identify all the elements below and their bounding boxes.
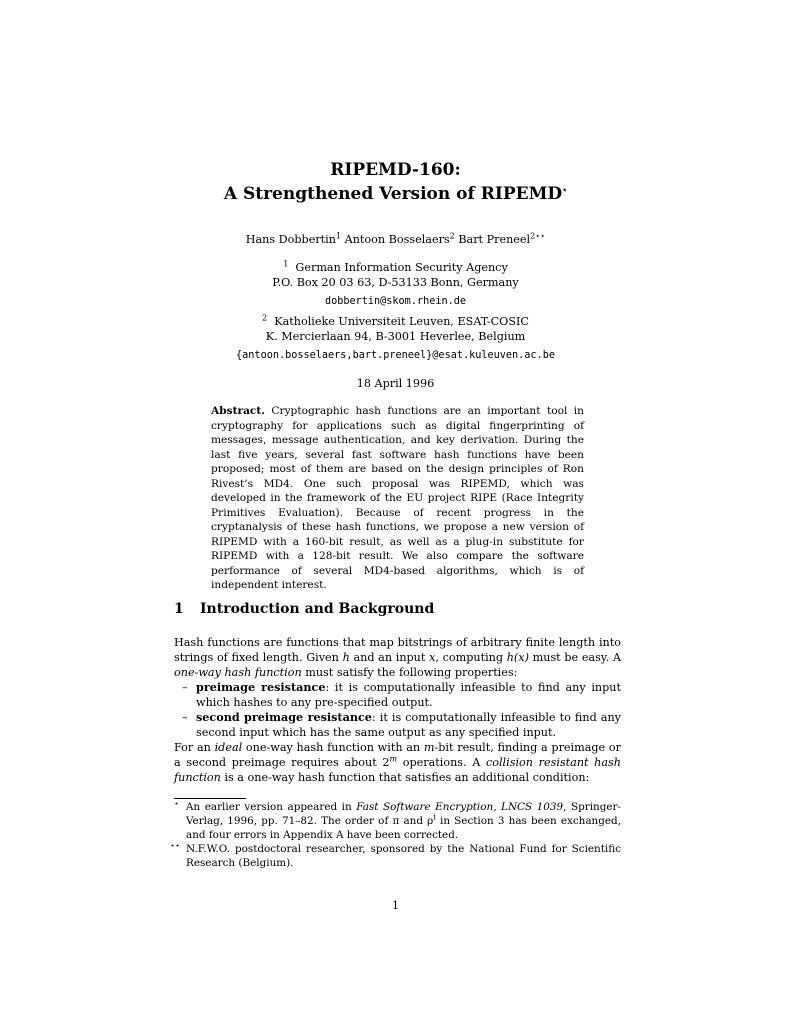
list-dash: – (182, 711, 188, 724)
author-3: Bart Preneel (458, 233, 531, 246)
p1-text-c: , computing (435, 651, 507, 664)
property-list (174, 680, 621, 740)
p1-text-a: Hash functions are functions that map bitstrings of arbitrary finite length into strings of fixed length. Given (174, 636, 621, 664)
affiliation-1-email: dobbertin@skom.rhein.de (324, 296, 467, 307)
affiliation-1-address: P.O. Box 20 03 63, D-53133 Bonn, Germany (272, 276, 519, 289)
affiliation-2-mark: 2 (262, 313, 268, 323)
footnote-2-text: N.F.W.O. postdoctoral researcher, sponsored by the National Fund for Scientific Research (Belgium). (186, 843, 621, 869)
footnote-1-text-b: , Springer-Verlag, 1996, pp. 71–82. The order of π and ρ (186, 801, 621, 827)
affiliation-2-email: {antoon.bosselaers,bart.preneel}@esat.kuleuven.ac.be (236, 350, 555, 361)
list-item-term: second preimage resistance (196, 710, 372, 724)
page-number: 1 (391, 899, 400, 912)
footnote-1 (174, 800, 621, 842)
p1-text-b: and an input (349, 651, 430, 664)
footnote-2-mark: ⋆⋆ (170, 841, 181, 850)
footnote-1-sup: i (433, 812, 436, 822)
list-item-text: : it is computationally infeasible to find any second input which has the same output as any specified input. (196, 711, 622, 739)
affiliation-2 (0, 314, 791, 363)
body-text (174, 635, 621, 785)
p2-term-ideal: ideal (214, 741, 243, 754)
author-3-sup: 2⋆⋆ (530, 231, 546, 241)
title-line-1: RIPEMD-160: (330, 160, 461, 180)
p2-text-a: For an (174, 741, 215, 754)
affiliation-1-line-1 (0, 260, 791, 275)
section-heading (174, 601, 434, 617)
p1-text-e: must satisfy the following properties: (301, 666, 518, 679)
paragraph-2 (174, 740, 621, 785)
paper-title (0, 158, 791, 206)
author-1-sup: 1 (335, 231, 342, 241)
list-item (174, 680, 621, 710)
p2-text-d: operations. A (397, 756, 486, 769)
affiliation-2-address: K. Mercierlaan 94, B-3001 Heverlee, Belgium (265, 330, 526, 343)
title-line-2 (0, 182, 791, 206)
author-2-sup: 2 (449, 231, 455, 241)
affiliation-1-mark: 1 (283, 259, 289, 269)
section-title: Introduction and Background (200, 601, 435, 617)
title-line-2-text: A Strengthened Version of RIPEMD (223, 184, 563, 204)
list-item-text: : it is computationally infeasible to find any input which hashes to any pre-specified output. (196, 681, 621, 709)
abstract-label: Abstract. (211, 405, 265, 417)
abstract (211, 404, 584, 593)
footnote-1-mark: ⋆ (174, 799, 180, 808)
p2-var-m: m (423, 741, 435, 754)
p1-var-x: x (429, 651, 436, 664)
p1-term-owhf: one-way hash function (174, 666, 302, 679)
section-number: 1 (174, 601, 184, 617)
footnote-1-text-a: An earlier version appeared in (186, 801, 357, 813)
p2-exponent: m (389, 754, 398, 764)
footnotes (170, 799, 622, 870)
list-item (174, 710, 621, 740)
affiliation-2-org: Katholieke Universiteit Leuven, ESAT-COSIC (274, 315, 529, 328)
paper-date: 18 April 1996 (356, 377, 435, 390)
p1-text-d: must be easy. A (528, 651, 621, 664)
paragraph-1 (174, 635, 621, 680)
p2-text-b: one-way hash function with an (242, 741, 424, 754)
p2-text-c: -bit result, finding a preimage or a second preimage requires about 2 (174, 741, 621, 769)
p1-var-h: h (342, 651, 350, 664)
footnote-1-venue: Fast Software Encryption, LNCS 1039 (356, 801, 564, 813)
affiliation-2-line-1 (0, 314, 791, 329)
p1-expr-hx: h(x) (506, 651, 529, 664)
affiliation-1 (0, 260, 791, 309)
footnote-2 (170, 841, 621, 870)
author-list (0, 233, 791, 246)
p2-term-crhf: collision resistant hash function (174, 756, 621, 784)
footnote-rule (174, 798, 246, 799)
abstract-text: Cryptographic hash functions are an important tool in cryptography for applications such as digital fingerprinting of messages, message authentication, and key derivation. During the last five years, several fast software hash functions have been proposed; most of them are based on the design principles of Ron Rivest’s MD4. One such proposal was RIPEMD, which was developed in the framework of the EU project RIPE (Race Integrity Primitives Evaluation). Because of recent progress in the cryptanalysis of these hash functions, we propose a new version of RIPEMD with a 160-bit result, as well as a plug-in substitute for RIPEMD with a 128-bit result. We also compare the software performance of several MD4-based algorithms, which is of independent interest. (211, 405, 584, 591)
title-footnote-mark: ⋆ (562, 184, 568, 195)
author-1: Hans Dobbertin (245, 233, 336, 246)
author-2: Antoon Bosselaers (344, 233, 450, 246)
list-dash: – (182, 681, 188, 694)
footnote-1-text-c: in Section 3 has been exchanged, and four errors in Appendix A have been corrected. (186, 815, 622, 841)
affiliation-1-org: German Information Security Agency (295, 261, 508, 274)
p2-text-e: is a one-way hash function that satisfies an additional condition: (220, 771, 590, 784)
list-item-term: preimage resistance (196, 680, 326, 694)
